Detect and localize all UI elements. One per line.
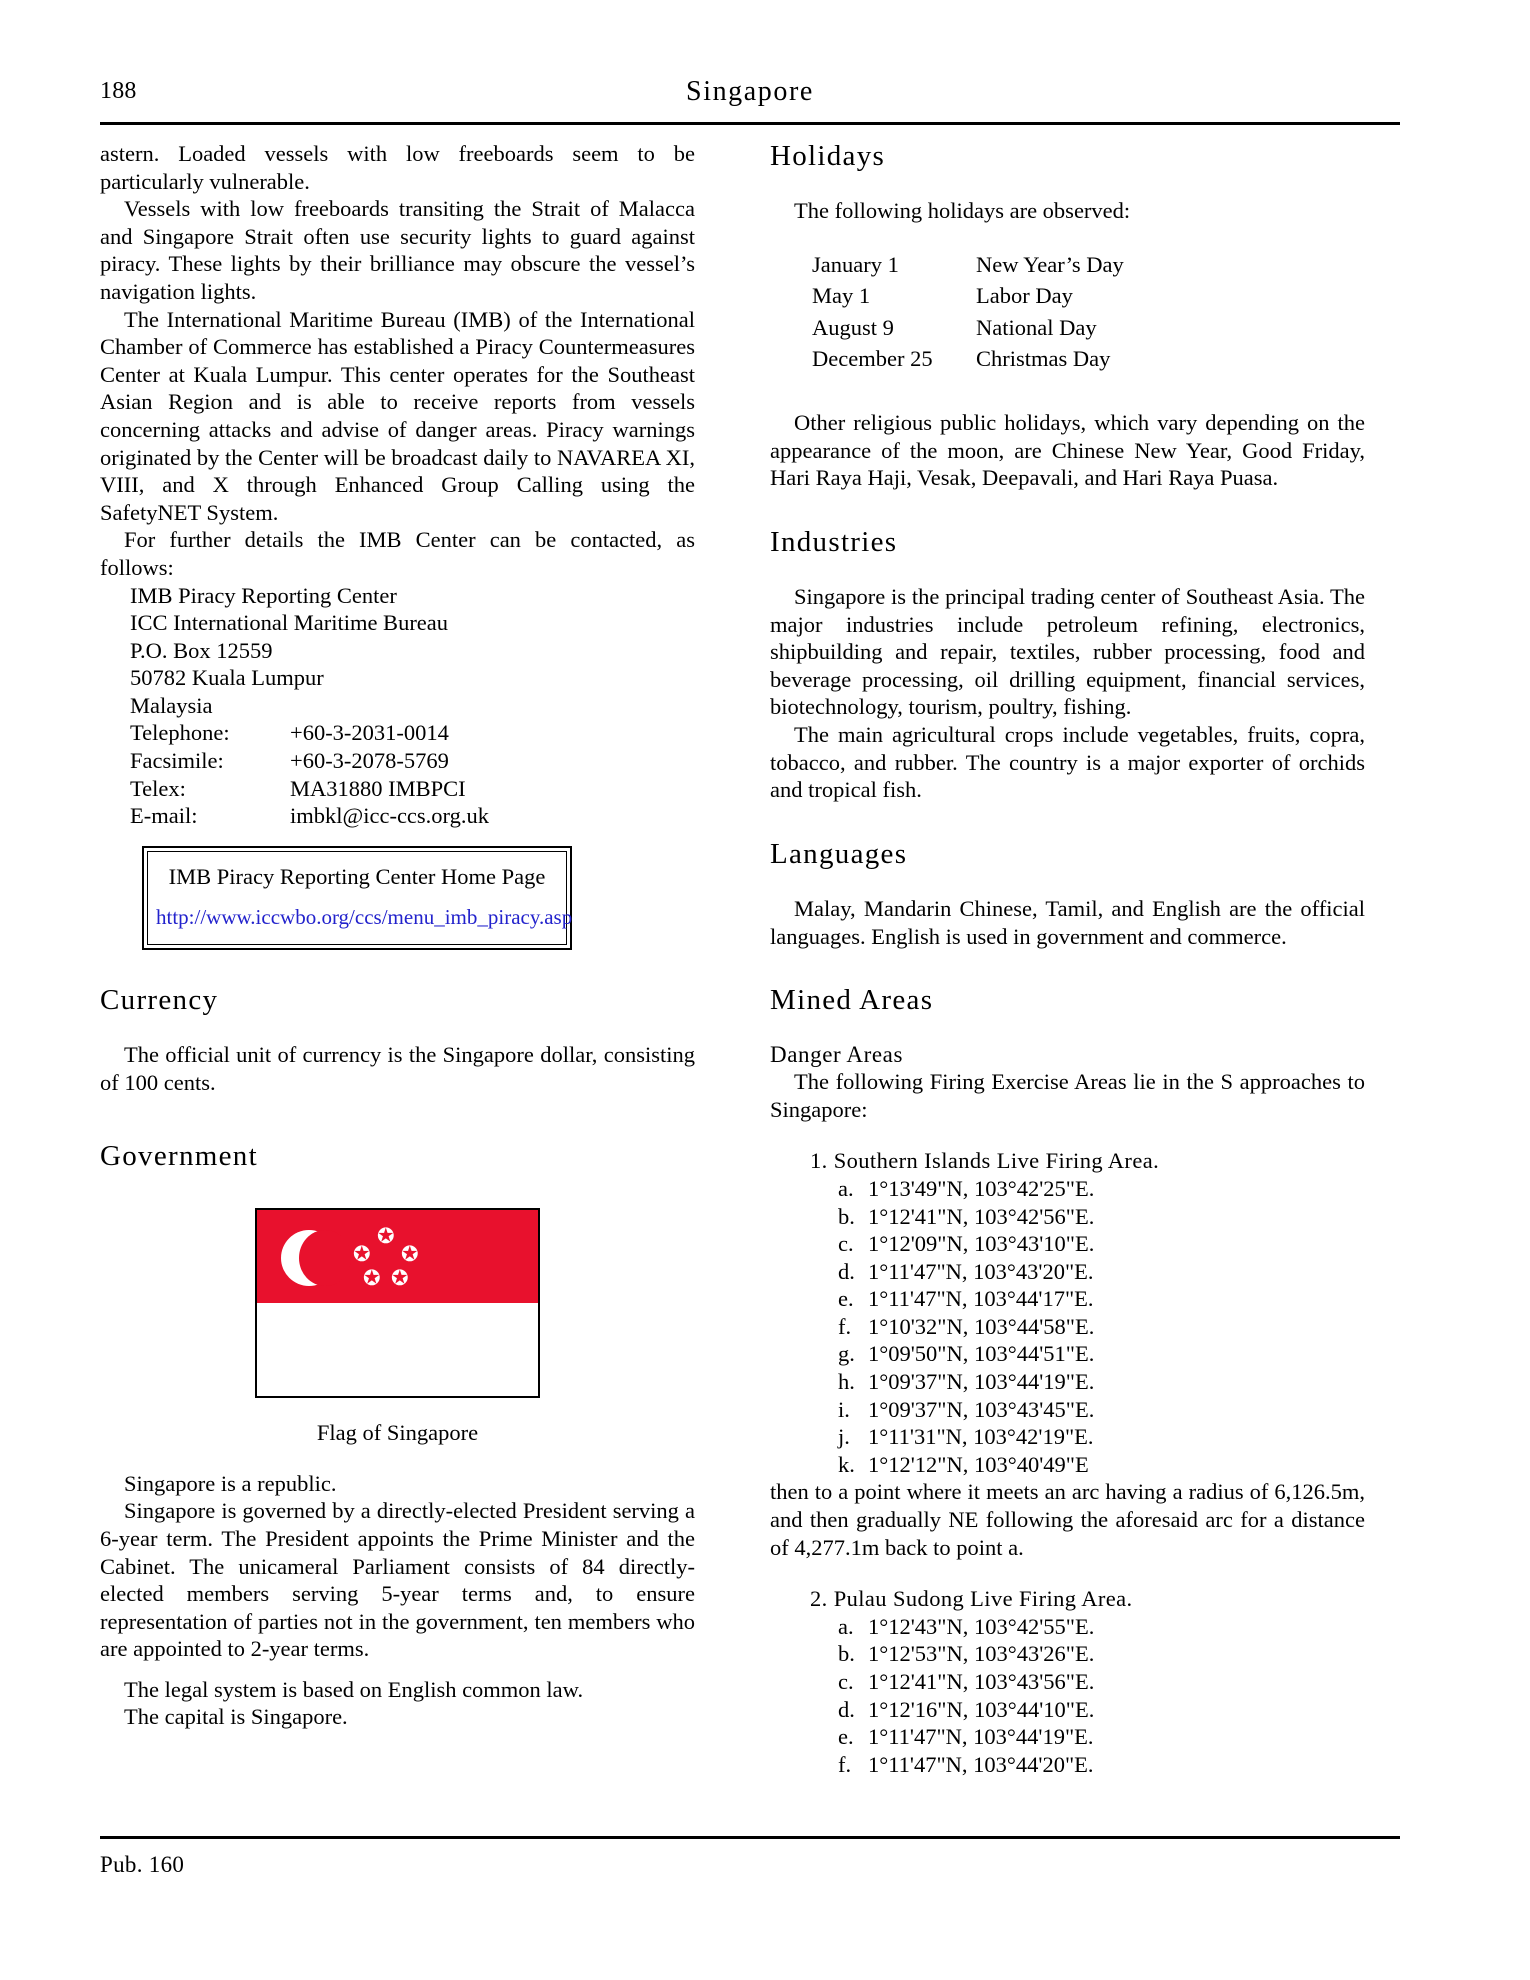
homepage-callout-inner [147, 851, 573, 945]
list-item [838, 1313, 1365, 1341]
address-line-city: 50782 Kuala Lumpur [130, 665, 324, 691]
paragraph-languages: Malay, Mandarin Chinese, Tamil, and English are the official languages. English is used in government and commerce. [770, 896, 1365, 949]
flag-figure [100, 1208, 695, 1446]
coord-value: 1°12'43"N, 103°42'55"E. [868, 1613, 1095, 1639]
coord-marker: g. [838, 1341, 855, 1367]
telex-label: Telex: [130, 775, 186, 801]
coord-marker: b. [838, 1641, 855, 1667]
holiday-name: Christmas Day [976, 346, 1111, 372]
paragraph-republic: Singapore is a republic. [124, 1470, 337, 1496]
email-value: imbkl@icc-ccs.org.uk [290, 803, 490, 829]
paragraph-capital: The capital is Singapore. [124, 1704, 348, 1730]
coord-value: 1°12'41"N, 103°42'56"E. [868, 1203, 1095, 1229]
address-line-pobox: P.O. Box 12559 [130, 637, 273, 663]
list-item [838, 1230, 1365, 1258]
list-item [838, 1396, 1365, 1424]
list-item [838, 1258, 1365, 1286]
table-row [812, 249, 1365, 281]
left-column [100, 140, 695, 1731]
address-line-bureau: ICC International Maritime Bureau [130, 610, 449, 636]
telephone-label: Telephone: [130, 720, 230, 746]
paragraph-industries-2: The main agricultural crops include vegetables, fruits, copra, tobacco, and rubber. The country is a major exporter of orchids and tropical fish. [770, 722, 1365, 803]
firing-area-2-title: 2. Pulau Sudong Live Firing Area. [810, 1586, 1133, 1612]
coord-value: 1°12'53"N, 103°43'26"E. [868, 1641, 1095, 1667]
list-item [838, 1613, 1365, 1641]
list-item [838, 1751, 1365, 1779]
coord-value: 1°12'41"N, 103°43'56"E. [868, 1669, 1095, 1694]
list-item [838, 1340, 1365, 1368]
firing-area-1-title: 1. Southern Islands Live Firing Area. [810, 1148, 1160, 1174]
table-row [812, 343, 1365, 375]
coord-marker: h. [838, 1369, 855, 1395]
section-heading-industries: Industries [770, 525, 898, 558]
list-item [838, 1640, 1365, 1668]
firing-area-1-coordinates [770, 1175, 1365, 1479]
coord-marker: f. [838, 1313, 852, 1339]
holidays-table [770, 249, 1365, 375]
address-row-telex [130, 775, 695, 803]
coord-value: 1°09'37"N, 103°43'45"E. [868, 1396, 1095, 1422]
paragraph-firing-area-1-closing: then to a point where it meets an arc having a radius of 6,126.5m, and then gradually NE following the aforesaid arc for a distance of 4,277.1m back to point a. [770, 1479, 1365, 1560]
coord-marker: c. [838, 1669, 854, 1694]
coord-value: 1°12'16"N, 103°44'10"E. [868, 1696, 1095, 1722]
section-heading-mined-areas: Mined Areas [770, 984, 934, 1017]
list-item [838, 1175, 1365, 1203]
holiday-date: August 9 [812, 314, 894, 340]
holiday-date: May 1 [812, 283, 871, 309]
list-item [838, 1451, 1365, 1479]
paragraph-currency: The official unit of currency is the Singapore dollar, consisting of 100 cents. [100, 1042, 695, 1095]
paragraph-firing-areas-intro: The following Firing Exercise Areas lie in the S approaches to Singapore: [770, 1069, 1365, 1122]
paragraph-legal-system: The legal system is based on English common law. [124, 1676, 584, 1702]
coord-value: 1°12'12"N, 103°40'49"E [868, 1451, 1089, 1477]
coord-marker: d. [838, 1696, 855, 1722]
coord-value: 1°10'32"N, 103°44'58"E. [868, 1313, 1095, 1339]
facsimile-label: Facsimile: [130, 748, 224, 774]
telex-value: MA31880 IMBPCI [290, 775, 466, 801]
address-row-facsimile [130, 747, 695, 775]
paragraph-security-lights: Vessels with low freeboards transiting the Strait of Malacca and Singapore Strait often use security lights to guard against piracy. These lights by their brilliance may obscure the vessel’s navigation lights. [100, 196, 695, 304]
page-number: 188 [100, 78, 137, 104]
five-stars-icon: ✪ ✪ ✪ ✪ ✪ [353, 1223, 419, 1290]
paragraph-contact-intro: For further details the IMB Center can be contacted, as follows: [100, 527, 695, 580]
paragraph-piracy-continued: astern. Loaded vessels with low freeboards seem to be particularly vulnerable. [100, 141, 695, 194]
coord-value: 1°13'49"N, 103°42'25"E. [868, 1175, 1095, 1201]
publication-number: Pub. 160 [100, 1852, 185, 1877]
coord-marker: a. [838, 1175, 854, 1201]
holiday-name: New Year’s Day [976, 251, 1124, 277]
coord-marker: d. [838, 1258, 855, 1284]
imb-address-block [100, 582, 695, 830]
telephone-value: +60-3-2031-0014 [290, 720, 449, 746]
coord-value: 1°11'47"N, 103°43'20"E. [868, 1258, 1094, 1284]
coord-marker: e. [838, 1286, 854, 1312]
list-item [838, 1285, 1365, 1313]
list-item [838, 1696, 1365, 1724]
list-item [838, 1203, 1365, 1231]
coord-marker: i. [838, 1396, 850, 1422]
table-row [812, 280, 1365, 312]
coord-value: 1°11'47"N, 103°44'20"E. [868, 1751, 1094, 1777]
paragraph-industries-1: Singapore is the principal trading center of Southeast Asia. The major industries include petroleum refining, electronics, shipbuilding and repair, textiles, rubber processing, food and beverage processing, oil drilling equipment, financial services, biotechnology, tourism, poultry, fishing. [770, 584, 1365, 720]
address-line-center: IMB Piracy Reporting Center [130, 582, 397, 608]
address-row-telephone [130, 719, 695, 747]
coord-value: 1°09'50"N, 103°44'51"E. [868, 1341, 1095, 1367]
flag-of-singapore-icon [255, 1208, 540, 1398]
coord-value: 1°11'47"N, 103°44'17"E. [868, 1286, 1094, 1312]
paragraph-imb-center: The International Maritime Bureau (IMB) of the International Chamber of Commerce has established a Piracy Countermeasures Center at Kuala Lumpur. This center operates for the Southeast Asian Region and is able to receive reports from vessels concerning attacks and advise of danger areas. Piracy warnings originated by the Center will be broadcast daily to NAVAREA XI, VIII, and X through Enhanced Group Calling using the SafetyNET System. [100, 306, 695, 525]
list-item [838, 1423, 1365, 1451]
section-heading-currency: Currency [100, 983, 219, 1016]
holiday-date: December 25 [812, 346, 933, 372]
coord-value: 1°09'37"N, 103°44'19"E. [868, 1369, 1095, 1395]
homepage-url-link[interactable]: http://www.iccwbo.org/ccs/menu_imb_piracy.asp [156, 904, 573, 929]
coord-value: 1°12'09"N, 103°43'10"E. [868, 1231, 1095, 1257]
coord-value: 1°11'31"N, 103°42'19"E. [868, 1424, 1094, 1450]
subheading-danger-areas: Danger Areas [770, 1041, 904, 1067]
coord-marker: e. [838, 1724, 854, 1750]
address-row-email [130, 802, 695, 830]
coord-marker: c. [838, 1231, 854, 1257]
table-row [812, 312, 1365, 344]
section-heading-languages: Languages [770, 837, 908, 870]
right-column [770, 140, 1365, 1778]
page-header [100, 78, 1400, 124]
paragraph-government-structure: Singapore is governed by a directly-elected President serving a 6-year term. The President appoints the Prime Minister and the Cabinet. The unicameral Parliament consists of 84 directly-elected members serving 5-year terms and, to ensure representation of parties not in the government, ten members who are appointed to 2-year terms. [100, 1498, 695, 1662]
facsimile-value: +60-3-2078-5769 [290, 748, 449, 774]
list-item [838, 1368, 1365, 1396]
homepage-callout-title: IMB Piracy Reporting Center Home Page [168, 863, 546, 889]
paragraph-holidays-note: Other religious public holidays, which vary depending on the appearance of the moon, are Chinese New Year, Good Friday, Hari Raya Haji, Vesak, Deepavali, and Hari Raya Puasa. [770, 409, 1365, 491]
section-heading-government: Government [100, 1140, 258, 1173]
coord-marker: f. [838, 1751, 852, 1777]
header-rule [100, 122, 1400, 125]
address-line-country: Malaysia [130, 692, 213, 718]
holiday-date: January 1 [812, 251, 899, 277]
flag-caption: Flag of Singapore [316, 1419, 479, 1445]
coord-marker: k. [838, 1451, 855, 1477]
page-title: Singapore [686, 76, 814, 107]
coord-marker: a. [838, 1613, 854, 1639]
firing-area-2-coordinates [770, 1613, 1365, 1779]
email-label: E-mail: [130, 803, 198, 829]
footer-rule [100, 1836, 1400, 1839]
flag-white-band [257, 1303, 538, 1396]
list-item [838, 1668, 1365, 1696]
holiday-name: Labor Day [976, 283, 1073, 309]
list-item [838, 1723, 1365, 1751]
coord-marker: b. [838, 1203, 855, 1229]
homepage-callout-box [142, 846, 572, 950]
section-heading-holidays: Holidays [770, 140, 886, 172]
coord-value: 1°11'47"N, 103°44'19"E. [868, 1724, 1094, 1750]
coord-marker: j. [838, 1424, 850, 1450]
paragraph-holidays-intro: The following holidays are observed: [794, 198, 1131, 224]
holiday-name: National Day [976, 314, 1097, 340]
